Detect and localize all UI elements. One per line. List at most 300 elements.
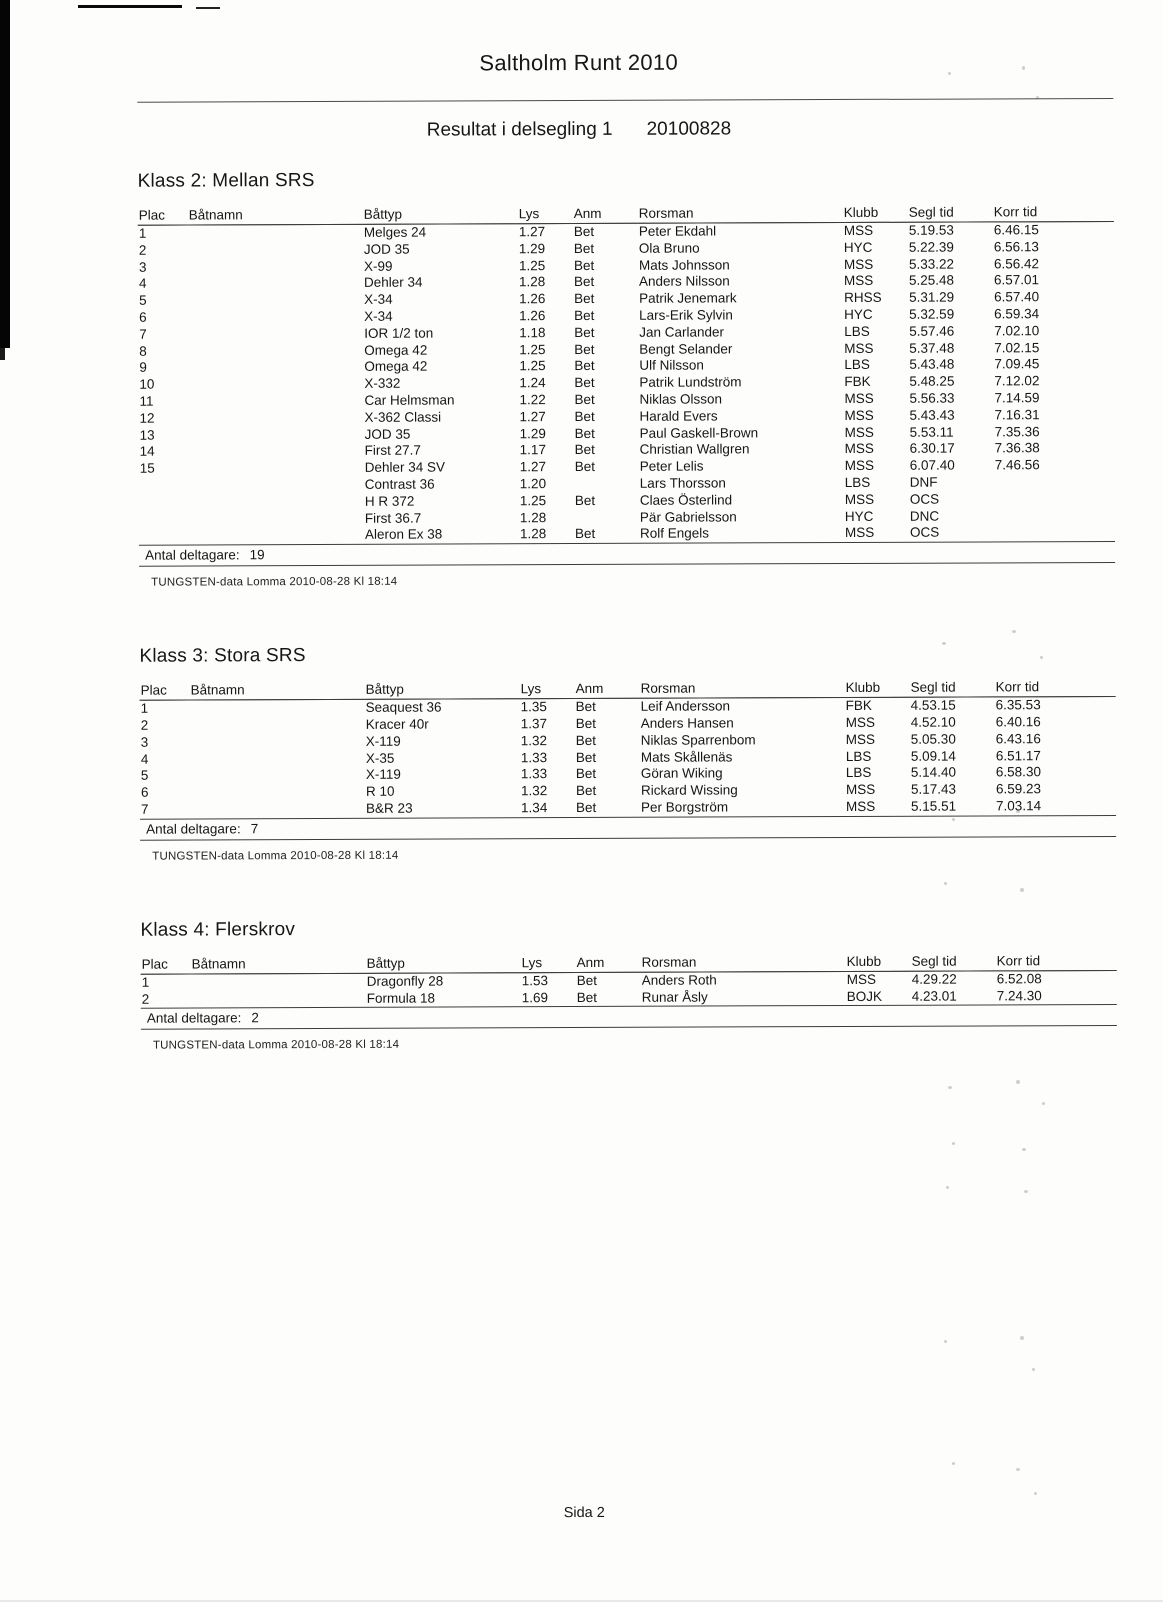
cell-battyp: First 27.7 [364,442,421,459]
cell-korrtid: 6.43.16 [995,730,1041,747]
cell-plac [139,494,189,511]
cell-klubb: MSS [843,222,874,238]
cell-segltid: 5.43.43 [909,407,955,423]
cell-plac: 7 [141,801,149,817]
col-header-batnamn: Båtnamn [190,682,365,700]
cell-anm: Bet [573,274,595,290]
cell-korrtid: 7.16.31 [994,407,1040,423]
cell-segltid: 4.29.22 [911,971,957,987]
cell-battyp: X-362 Classi [364,409,442,425]
cell-anm: Bet [574,307,595,324]
page-title: Saltholm Runt 2010 [479,49,679,76]
cell-segltid: 5.05.30 [910,731,956,747]
cell-klubb: MSS [845,798,876,814]
cell-rorsman: Jan Carlander [639,324,725,340]
cell-lys: 1.26 [519,291,546,307]
cell-lys: 1.25 [519,341,546,357]
cell-rorsman: Per Borgström [640,799,729,815]
cell-plac: 7 [139,326,147,342]
cell-plac: 11 [139,393,154,409]
cell-korrtid: 6.52.08 [996,970,1042,987]
col-header-rorsman: Rorsman [638,205,843,223]
cell-klubb: HYC [844,508,874,524]
race-date: 20100828 [646,118,732,140]
title-divider [137,98,1113,103]
col-header-battyp: Båttyp [363,206,518,224]
cell-segltid: 4.23.01 [911,988,957,1004]
cell-segltid: OCS [909,491,940,507]
cell-batnamn [189,494,364,511]
cell-battyp: Omega 42 [364,358,428,375]
cell-segltid: 5.31.29 [909,289,955,305]
col-header-klubb: Klubb [843,205,908,223]
col-header-klubb: Klubb [845,680,910,698]
participant-count [139,541,1115,567]
table-body [140,697,1116,819]
cell-rorsman: Rolf Engels [639,525,710,542]
table-body [141,970,1117,1008]
cell-batnamn [189,510,364,527]
cell-korrtid: 6.58.30 [995,764,1041,780]
cell-battyp: IOR 1/2 ton [364,325,434,341]
cell-korrtid: 6.56.42 [993,255,1040,272]
cell-batnamn [190,699,365,717]
cell-segltid: 5.15.51 [910,798,957,814]
col-header-anm: Anm [576,954,641,972]
cell-anm: Bet [574,391,595,407]
cell-battyp: X-119 [365,767,401,783]
cell-klubb: MSS [844,441,874,457]
cell-rorsman: Paul Gaskell-Brown [639,424,759,441]
cell-battyp: X-34 [364,291,393,308]
cell-anm: Bet [574,442,595,458]
cell-segltid: 5.48.25 [909,373,955,389]
participant-count-value: 2 [251,1010,259,1026]
cell-klubb: HYC [843,239,873,255]
cell-batnamn [188,309,363,326]
cell-segltid: 5.25.48 [908,272,955,289]
cell-anm: Bet [573,223,595,240]
col-header-anm: Anm [575,681,640,699]
cell-klubb: MSS [845,731,876,747]
cell-anm: Bet [574,425,595,441]
cell-battyp: X-35 [365,750,395,766]
cell-korrtid: 6.40.16 [995,714,1041,730]
cell-rorsman: Niklas Sparrenbom [640,732,756,748]
cell-segltid: 5.14.40 [910,764,956,781]
cell-rorsman: Patrik Jenemark [639,290,737,306]
cell-klubb: MSS [843,273,874,289]
participant-count [141,1004,1117,1030]
cell-lys: 1.26 [519,308,546,324]
cell-batnamn [190,750,365,767]
class-heading: Klass 2: Mellan SRS [137,170,315,192]
cell-lys: 1.29 [519,425,546,441]
page-number: Sida 2 [563,1504,605,1522]
cell-korrtid: 6.57.01 [993,272,1040,288]
cell-lys: 1.20 [519,476,547,492]
col-header-plac: Plac [141,956,191,974]
data-stamp: TUNGSTEN-data Lomma 2010-08-28 Kl 18:14 [152,1039,400,1052]
cell-klubb: FBK [845,698,872,714]
cell-segltid: 5.56.33 [909,390,955,406]
cell-plac: 9 [139,360,147,376]
cell-plac: 3 [140,734,149,750]
cell-anm: Bet [576,972,597,988]
cell-plac [139,511,189,528]
cell-klubb: LBS [844,357,870,373]
cell-batnamn [190,784,365,801]
cell-klubb: MSS [843,256,874,272]
cell-batnamn [189,477,364,494]
cell-korrtid [994,524,1115,541]
cell-anm: Bet [574,358,595,374]
cell-batnamn [188,326,363,343]
col-header-segltid: Segl tid [908,204,993,222]
cell-segltid: DNF [909,474,938,490]
cell-plac: 1 [141,974,150,990]
cell-klubb: LBS [845,765,872,781]
cell-segltid: 5.22.39 [908,239,954,255]
cell-segltid: 6.30.17 [909,440,955,457]
cell-korrtid: 6.59.34 [994,306,1040,322]
cell-klubb: MSS [846,971,876,987]
col-header-rorsman: Rorsman [640,680,845,698]
cell-anm: Bet [575,732,597,748]
cell-lys: 1.33 [520,766,548,782]
cell-battyp: Aleron Ex 38 [364,526,443,543]
col-header-plac: Plac [140,683,190,701]
cell-klubb: RHSS [844,290,882,306]
col-header-korrtid: Korr tid [993,204,1114,222]
results-table [140,679,1117,818]
cell-segltid: 5.43.48 [909,356,955,373]
col-header-lys: Lys [521,955,576,973]
class-heading: Klass 4: Flerskrov [140,918,296,941]
cell-rorsman: Anders Roth [641,972,717,988]
cell-batnamn [188,258,363,275]
cell-korrtid: 7.46.56 [994,457,1040,473]
cell-segltid: 5.09.14 [910,748,956,764]
cell-korrtid: 7.14.59 [994,390,1040,406]
cell-battyp: Contrast 36 [364,476,435,492]
col-header-korrtid: Korr tid [996,953,1117,971]
cell-korrtid [994,507,1115,524]
cell-anm: Bet [575,783,597,799]
cell-klubb: MSS [844,390,874,406]
cell-rorsman: Pär Gabrielsson [639,508,737,525]
cell-plac: 1 [138,225,147,241]
cell-lys: 1.53 [521,972,549,988]
cell-battyp: X-34 [364,308,393,324]
cell-plac [139,477,189,494]
cell-rorsman: Lars Thorsson [639,475,726,491]
cell-batnamn [188,292,363,309]
cell-korrtid: 7.12.02 [994,373,1040,389]
cell-korrtid: 6.56.13 [993,239,1039,255]
cell-battyp: Omega 42 [364,342,428,358]
cell-anm [574,509,639,526]
results-table [141,953,1117,1008]
cell-korrtid: 7.09.45 [994,356,1040,372]
cell-battyp: H R 372 [364,493,415,509]
cell-plac: 5 [140,767,149,784]
cell-klubb: MSS [845,714,875,730]
cell-rorsman: Patrik Lundström [639,374,742,390]
cell-lys: 1.29 [518,240,546,257]
cell-klubb: FBK [844,374,871,390]
participant-count-label: Antal deltagare: [145,547,240,563]
cell-korrtid: 6.57.40 [994,289,1040,305]
cell-lys: 1.33 [520,749,548,765]
cell-plac: 1 [140,700,149,716]
cell-batnamn [188,376,363,393]
cell-segltid: 6.07.40 [909,457,955,473]
cell-lys: 1.27 [518,224,546,240]
cell-rorsman: Anders Nilsson [638,273,730,290]
cell-plac: 4 [138,276,147,292]
cell-lys: 1.37 [520,716,548,732]
participant-count-value: 19 [249,547,265,563]
col-header-lys: Lys [520,681,575,699]
col-header-batnamn: Båtnamn [191,956,366,974]
cell-korrtid: 7.35.36 [994,423,1040,439]
cell-battyp: Dragonfly 28 [366,973,444,989]
cell-anm: Bet [574,341,595,357]
cell-korrtid: 7.03.14 [995,798,1042,814]
cell-batnamn [188,275,363,292]
cell-rorsman: Christian Wallgren [639,441,750,458]
cell-plac: 2 [138,242,147,258]
col-header-battyp: Båttyp [366,955,521,973]
cell-korrtid [994,474,1115,491]
cell-rorsman: Rickard Wissing [640,782,738,798]
cell-batnamn [190,717,365,734]
cell-korrtid: 7.24.30 [996,987,1042,1003]
cell-batnamn [189,443,364,460]
col-header-korrtid: Korr tid [995,679,1116,697]
data-stamp: TUNGSTEN-data Lomma 2010-08-28 Kl 18:14 [151,575,398,589]
cell-rorsman: Peter Ekdahl [638,223,717,239]
col-header-lys: Lys [518,206,573,224]
cell-korrtid [994,491,1115,508]
participant-count [140,815,1116,841]
cell-klubb: MSS [844,340,874,356]
cell-lys: 1.32 [520,732,548,748]
cell-rorsman: Niklas Olsson [639,391,723,407]
cell-lys: 1.28 [519,509,547,525]
cell-rorsman: Leif Andersson [640,698,730,714]
class-section-stora-srs [139,642,1116,862]
cell-korrtid: 7.36.38 [994,440,1040,456]
cell-plac: 13 [139,427,155,443]
cell-anm: Bet [573,240,595,256]
cell-klubb: MSS [844,525,875,541]
cell-lys: 1.34 [521,800,548,816]
cell-plac [139,528,189,545]
cell-anm: Bet [574,492,596,508]
cell-rorsman: Ulf Nilsson [639,357,704,374]
cell-plac: 10 [139,376,155,392]
cell-klubb: LBS [844,474,871,490]
cell-batnamn [188,393,363,410]
cell-lys: 1.35 [520,699,547,715]
cell-anm: Bet [575,699,596,715]
cell-klubb: MSS [844,424,874,440]
col-header-plac: Plac [138,208,188,226]
cell-klubb: HYC [844,306,873,322]
cell-lys: 1.28 [518,274,546,290]
cell-lys: 1.18 [519,324,546,341]
participant-count-label: Antal deltagare: [146,821,241,837]
cell-segltid: 4.52.10 [910,714,956,730]
cell-batnamn [190,801,365,818]
cell-segltid: 5.33.22 [908,256,955,272]
cell-segltid: 4.53.15 [910,697,956,713]
cell-rorsman: Mats Johnsson [638,257,730,273]
cell-anm: Bet [574,408,595,424]
cell-plac: 2 [141,991,150,1007]
cell-anm: Bet [574,291,595,307]
cell-segltid: 5.57.46 [909,323,955,339]
cell-batnamn [188,359,363,376]
cell-rorsman: Claes Österlind [639,492,733,508]
cell-batnamn [188,342,363,359]
cell-batnamn [188,242,363,259]
col-header-klubb: Klubb [846,953,911,971]
col-header-anm: Anm [573,206,638,224]
cell-lys: 1.32 [520,783,548,799]
cell-plac: 8 [139,343,147,359]
cell-korrtid: 7.02.15 [994,339,1040,355]
cell-segltid: DNC [909,508,940,524]
cell-anm: Bet [575,715,597,731]
cell-korrtid: 6.46.15 [993,222,1039,238]
cell-battyp: JOD 35 [364,426,411,442]
cell-batnamn [188,224,363,242]
cell-anm: Bet [574,375,595,391]
page-subtitle [0,117,1160,143]
cell-batnamn [190,734,365,751]
subtitle-text: Resultat i delsegling 1 [426,118,613,141]
cell-battyp: Dehler 34 [363,274,423,291]
cell-segltid: 5.32.59 [909,306,955,322]
cell-rorsman: Harald Evers [639,408,718,424]
cell-battyp: Car Helmsman [364,392,455,408]
cell-plac: 3 [138,259,147,275]
cell-lys: 1.25 [519,492,547,508]
class-section-mellan-srs [138,167,1116,589]
cell-battyp: X-119 [365,733,401,749]
cell-plac: 6 [139,309,147,325]
cell-rorsman: Ola Bruno [638,240,700,256]
cell-lys: 1.24 [519,375,546,391]
cell-anm: Bet [574,526,596,542]
cell-lys: 1.22 [519,392,546,408]
table-body [138,221,1115,544]
cell-segltid: 5.17.43 [910,781,957,797]
col-header-segltid: Segl tid [911,953,996,971]
cell-klubb: MSS [844,491,875,507]
cell-plac: 12 [139,410,155,426]
cell-battyp: Dehler 34 SV [364,459,446,475]
cell-anm: Bet [574,459,596,475]
cell-battyp: Melges 24 [363,224,427,240]
cell-lys: 1.25 [519,358,546,374]
cell-klubb: MSS [845,781,876,798]
data-stamp: TUNGSTEN-data Lomma 2010-08-28 Kl 18:14 [152,849,399,863]
cell-lys: 1.69 [521,989,549,1005]
class-heading: Klass 3: Stora SRS [139,645,306,667]
cell-rorsman: Bengt Selander [639,340,733,357]
cell-plac: 15 [139,460,155,476]
cell-rorsman: Lars-Erik Sylvin [639,307,733,323]
cell-segltid: 5.37.48 [909,340,955,356]
cell-battyp: B&R 23 [366,800,413,816]
cell-anm: Bet [575,799,597,815]
cell-battyp: First 36.7 [364,510,422,526]
cell-anm: Bet [575,749,597,765]
results-content [138,167,1117,1052]
cell-korrtid: 6.59.23 [995,781,1042,797]
cell-anm [574,476,639,493]
cell-segltid: OCS [909,524,940,541]
cell-rorsman: Runar Åsly [641,989,708,1005]
cell-korrtid: 7.02.10 [994,323,1040,339]
cell-lys: 1.17 [519,442,546,458]
cell-korrtid: 6.35.53 [995,697,1041,713]
cell-plac: 5 [139,292,147,308]
cell-segltid: 5.53.11 [909,424,954,440]
cell-korrtid: 6.51.17 [995,747,1041,763]
results-table [138,204,1115,545]
cell-batnamn [189,527,364,544]
participant-count-label: Antal deltagare: [146,1010,242,1026]
col-header-batnamn: Båtnamn [188,207,363,225]
cell-rorsman: Peter Lelis [639,458,704,474]
cell-lys: 1.27 [519,459,547,475]
cell-lys: 1.27 [519,408,546,425]
cell-plac: 14 [139,443,155,460]
class-section-flerskrov [140,916,1117,1052]
cell-batnamn [191,990,366,1007]
cell-klubb: LBS [845,748,872,764]
cell-battyp: Seaquest 36 [365,699,442,715]
cell-plac: 2 [140,717,149,733]
participant-count-value: 7 [250,820,259,836]
cell-klubb: MSS [844,458,875,474]
cell-battyp: JOD 35 [363,241,410,257]
cell-battyp: R 10 [365,783,395,799]
cell-klubb: BOJK [846,988,883,1004]
cell-anm: Bet [573,257,595,273]
cell-rorsman: Mats Skållenäs [640,748,733,765]
cell-segltid: 5.19.53 [908,222,954,238]
cell-anm: Bet [575,766,597,782]
cell-anm: Bet [576,989,598,1005]
cell-plac: 4 [140,751,149,767]
cell-klubb: MSS [844,407,874,423]
cell-anm: Bet [574,324,595,340]
col-header-rorsman: Rorsman [641,954,846,972]
cell-battyp: X-332 [364,375,401,392]
cell-klubb: LBS [844,323,870,339]
cell-rorsman: Anders Hansen [640,715,734,731]
cell-batnamn [189,410,364,427]
cell-batnamn [191,973,366,991]
col-header-segltid: Segl tid [910,680,995,698]
cell-batnamn [189,426,364,443]
